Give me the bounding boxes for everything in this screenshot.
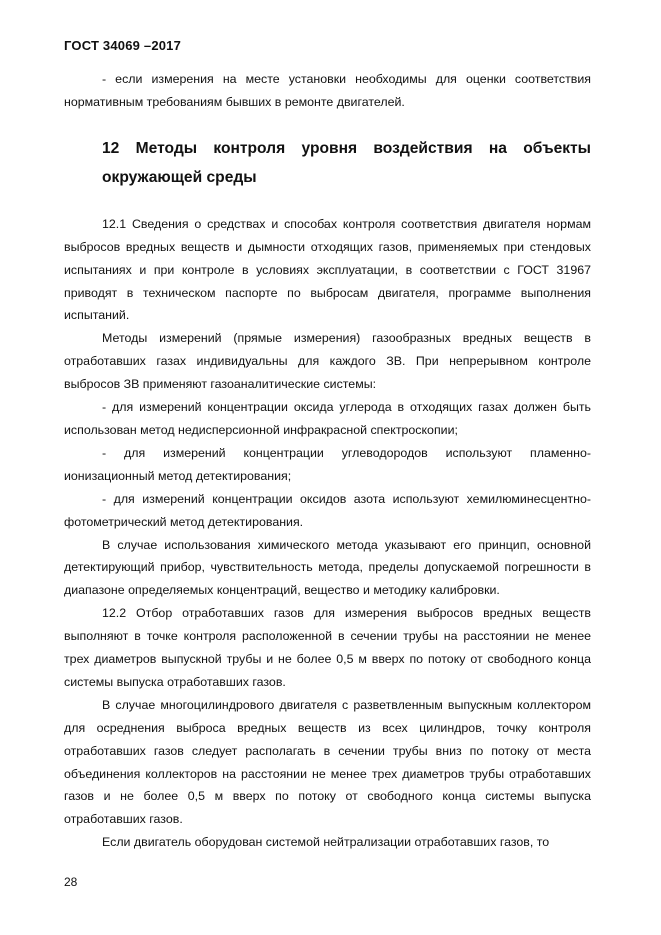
document-header: ГОСТ 34069 –2017 xyxy=(64,38,182,53)
section-heading: 12 Методы контроля уровня воздействия на объекты окружающей среды xyxy=(102,139,591,186)
list-item: - для измерений концентрации углеводородов используют пламенно-ионизационный метод детектирования; xyxy=(64,445,591,483)
page-body xyxy=(64,68,591,854)
paragraph: 12.2 Отбор отработавших газов для измерения выбросов вредных веществ выполняют в точке контроля расположенной в сечении трубы на расстоянии не менее трех диаметров выпускной трубы и не более 0,5 м вверх по потоку от свободного конца системы выпуска отработавших газов. xyxy=(64,606,591,689)
list-item: - для измерений концентрации оксида углерода в отходящих газах должен быть использован метод недисперсионной инфракрасной спектроскопии; xyxy=(64,400,591,437)
paragraph: 12.1 Сведения о средствах и способах контроля соответствия двигателя нормам выбросов вредных веществ и дымности отходящих газов, применяемых при стендовых испытаниях и при контроле в условиях эксплуатации, в соответствии с ГОСТ 31967 приводят в техническом паспорте по выбросам двигателя, программе выполнения испытаний. xyxy=(64,216,591,323)
paragraph: Если двигатель оборудован системой нейтрализации отработавших газов, то xyxy=(102,835,550,850)
paragraph: В случае многоцилиндрового двигателя с разветвленным выпускным коллектором для осреднения выброса вредных веществ из всех цилиндров, точку контроля отработавших газов следует располагать в сечении трубы вниз по потоку от места объединения коллекторов на расстоянии не менее трех диаметров трубы отработавших газов и не более 0,5 м вверх по потоку от свободного конца системы выпуска отработавших газов. xyxy=(64,697,591,827)
paragraph: Методы измерений (прямые измерения) газообразных вредных веществ в отработавших газах индивидуальны для каждого ЗВ. При непрерывном контроле выбросов ЗВ применяют газоаналитические системы: xyxy=(64,331,591,392)
paragraph: В случае использования химического метода указывают его принцип, основной детектирующий прибор, чувствительность метода, пределы допускаемой погрешности в диапазоне определяемых концентраций, вещество и методику калибровки. xyxy=(64,537,591,598)
list-item: - для измерений концентрации оксидов азота используют хемилюминесцентно-фотометрический метод детектирования. xyxy=(64,491,591,529)
page-number: 28 xyxy=(64,875,78,889)
paragraph: - если измерения на месте установки необходимы для оценки соответствия нормативным требованиям бывших в ремонте двигателей. xyxy=(64,72,591,109)
